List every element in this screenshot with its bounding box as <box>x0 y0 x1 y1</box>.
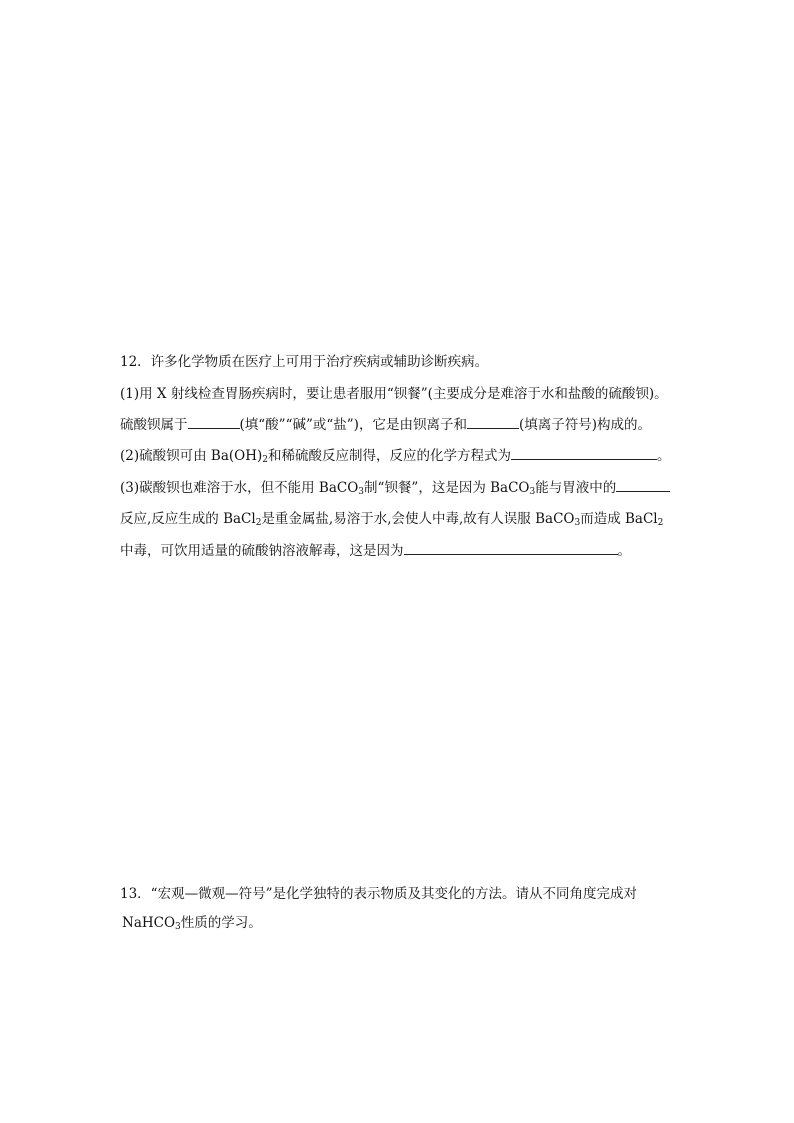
answer-blank[interactable] <box>616 479 670 492</box>
q12-text: 硫酸钡属于 <box>120 417 188 433</box>
q12-text: (填“酸”“碱”或“盐”)，它是由钡离子和 <box>239 417 467 433</box>
q13-text: NaHCO <box>122 915 176 931</box>
q12-text: 能与胃液中的 <box>535 480 617 496</box>
q12-text: 。 <box>617 543 631 559</box>
q12-text: (3)碳酸钡也难溶于水，但不能用 BaCO <box>120 480 359 496</box>
subscript: 2 <box>255 518 262 528</box>
subscript: 2 <box>262 455 268 465</box>
q12-part3-text <box>120 478 670 498</box>
q12-part3-line3 <box>120 541 631 561</box>
answer-blank[interactable] <box>188 416 240 429</box>
answer-blank[interactable] <box>467 416 519 429</box>
q12-text: (2)硫酸钡可由 Ba(OH) <box>120 448 263 464</box>
q12-text: 是重金属盐,易溶于水,会使人中毒,故有人误服 BaCO <box>261 511 575 527</box>
q12-part1-text: (1)用 X 射线检查胃肠疾病时，要让患者服用“钡餐”(主要成分是难溶于水和盐酸的硫酸钡)。 <box>120 386 668 402</box>
answer-blank[interactable] <box>404 542 618 555</box>
q12-text: 而造成 BaCl <box>580 511 658 527</box>
q12-text: 中毒，可饮用适量的硫酸钠溶液解毒，这是因为 <box>120 543 404 559</box>
q12-part1-line2 <box>120 415 651 435</box>
q12-text: 反应,反应生成的 BaCl <box>120 511 256 527</box>
q12-part3-line2 <box>120 509 663 529</box>
q13-line2 <box>122 913 262 933</box>
q12-text: 和稀硫酸反应制得，反应的化学方程式为 <box>268 448 511 464</box>
subscript: 3 <box>529 487 536 497</box>
subscript: 3 <box>175 922 181 932</box>
subscript: 3 <box>574 518 581 528</box>
q12-title: 12．许多化学物质在医疗上可用于治疗疾病或辅助诊断疾病。 <box>120 354 489 370</box>
subscript: 2 <box>657 518 664 528</box>
q13-text: 性质的学习。 <box>180 915 262 931</box>
q12-text: (填离子符号)构成的。 <box>518 417 651 433</box>
q12-part2-text <box>120 446 671 466</box>
answer-blank[interactable] <box>511 447 657 460</box>
q12-text: 。 <box>657 448 671 464</box>
q13-title: 13．“宏观—微观—符号”是化学独特的表示物质及其变化的方法。请从不同角度完成对 <box>120 886 637 902</box>
subscript: 3 <box>358 487 365 497</box>
q12-text: 制“钡餐”，这是因为 BaCO <box>364 480 530 496</box>
